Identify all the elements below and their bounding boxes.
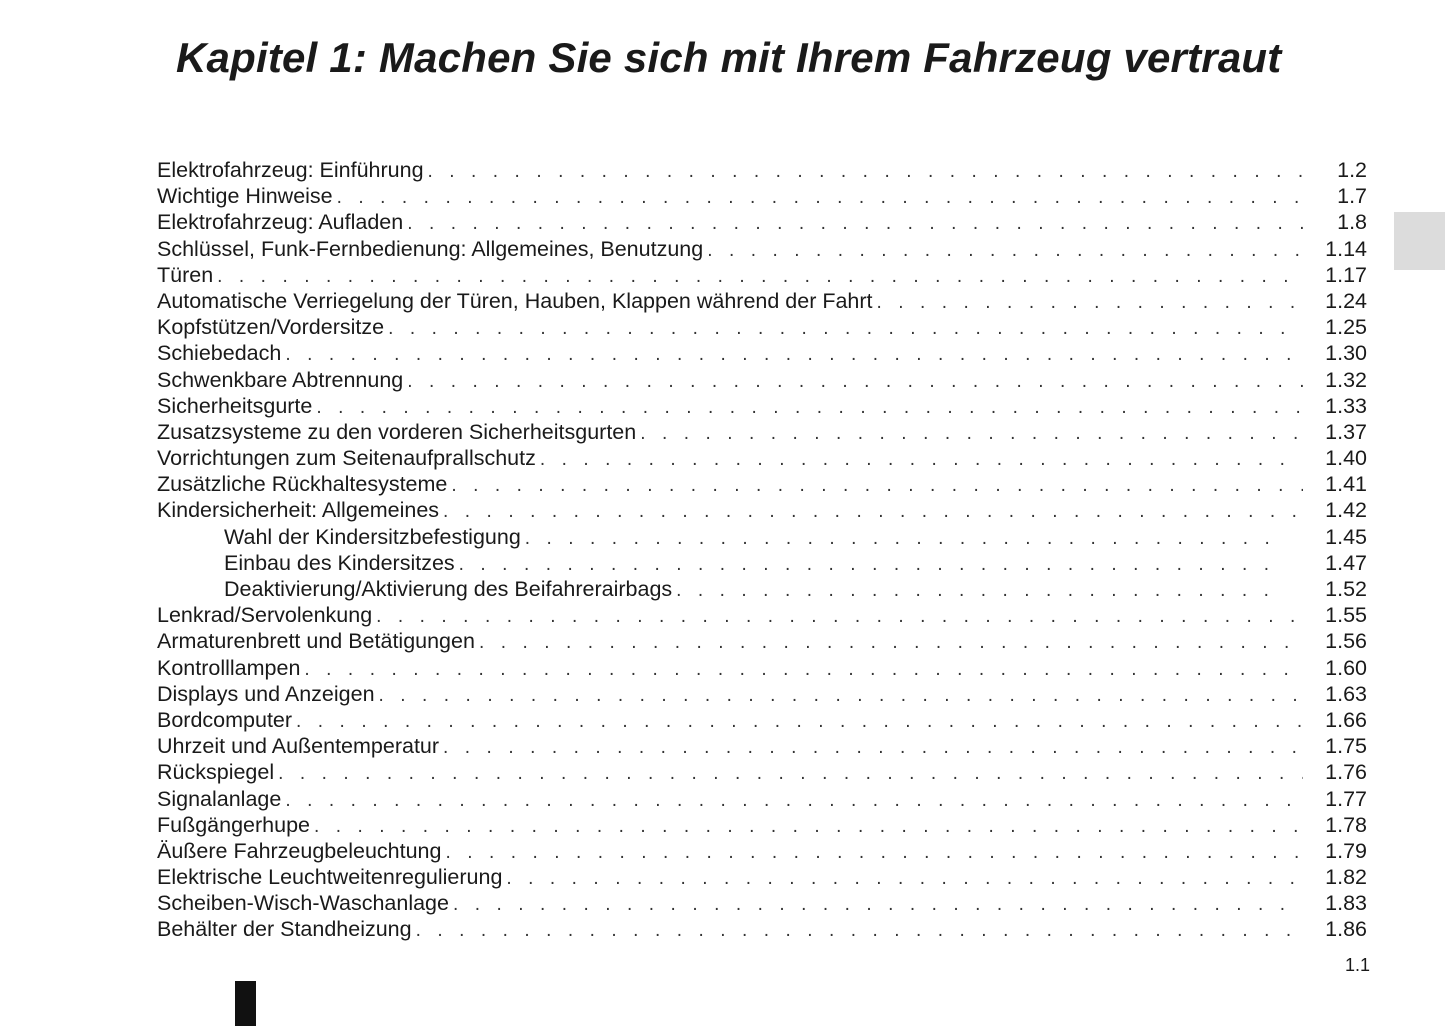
toc-entry-title: Elektrofahrzeug: Aufladen: [157, 210, 404, 235]
toc-entry-page: 1.75: [1325, 734, 1367, 759]
toc-dot-leader: [443, 499, 1303, 525]
toc-entry-page: 1.55: [1325, 603, 1367, 628]
toc-entry[interactable]: [157, 602, 1367, 628]
toc-entry[interactable]: [157, 288, 1367, 314]
toc-entry-title: Kontrolllampen: [157, 655, 301, 680]
toc-entry-title: Fußgängerhupe: [157, 812, 310, 837]
toc-entry-title: Wahl der Kindersitzbefestigung: [224, 524, 521, 549]
toc-entry-page: 1.7: [1337, 184, 1367, 209]
toc-entry-page: 1.14: [1325, 236, 1367, 261]
toc-dot-leader: [337, 185, 1303, 211]
toc-entry-title: Schwenkbare Abtrennung: [157, 367, 404, 392]
toc-entry[interactable]: [157, 628, 1367, 654]
toc-dot-leader: [314, 814, 1303, 840]
toc-entry[interactable]: [157, 890, 1367, 916]
toc-entry[interactable]: [157, 157, 1367, 183]
toc-entry[interactable]: [157, 497, 1367, 523]
toc-entry[interactable]: [157, 707, 1367, 733]
toc-entry-page: 1.40: [1325, 446, 1367, 471]
toc-dot-leader: [388, 316, 1303, 342]
toc-entry-page: 1.63: [1325, 681, 1367, 706]
toc-entry-page: 1.33: [1325, 393, 1367, 418]
toc-entry-title: Äußere Fahrzeugbeleuchtung: [157, 838, 442, 863]
toc-entry-page: 1.47: [1325, 550, 1367, 575]
toc-entry-page: 1.82: [1325, 865, 1367, 890]
toc-entry[interactable]: [157, 393, 1367, 419]
toc-dot-leader: [416, 918, 1303, 944]
toc-entry[interactable]: [157, 236, 1367, 262]
toc-entry-page: 1.41: [1325, 472, 1367, 497]
page-edge-marker: [235, 981, 256, 1026]
toc-dot-leader: [376, 604, 1303, 630]
toc-entry[interactable]: [157, 916, 1367, 942]
toc-dot-leader: [407, 369, 1303, 395]
toc-entry-title: Vorrichtungen zum Seitenaufprallschutz: [157, 446, 536, 471]
toc-dot-leader: [304, 657, 1303, 683]
toc-subentry[interactable]: [157, 550, 1367, 576]
toc-entry-page: 1.56: [1325, 629, 1367, 654]
toc-dot-leader: [479, 630, 1303, 656]
toc-entry[interactable]: [157, 786, 1367, 812]
toc-entry-page: 1.37: [1325, 419, 1367, 444]
toc-dot-leader: [285, 788, 1303, 814]
toc-entry-title: Kindersicherheit: Allgemeines: [157, 498, 440, 523]
toc-entry[interactable]: [157, 209, 1367, 235]
toc-dot-leader: [877, 290, 1303, 316]
toc-dot-leader: [676, 578, 1287, 604]
toc-entry-page: 1.79: [1325, 838, 1367, 863]
toc-entry-title: Armaturenbrett und Betätigungen: [157, 629, 475, 654]
toc-dot-leader: [453, 892, 1303, 918]
page-number: 1.1: [1344, 955, 1370, 975]
toc-dot-leader: [316, 395, 1303, 421]
toc-entry-title: Deaktivierung/Aktivierung des Beifahrerairbags: [224, 577, 673, 601]
toc-entry-title: Elektrofahrzeug: Einführung: [157, 158, 424, 182]
toc-entry-page: 1.60: [1325, 655, 1367, 680]
toc-entry-title: Wichtige Hinweise: [157, 184, 333, 209]
toc-entry-page: 1.45: [1325, 524, 1367, 549]
toc-entry-title: Rückspiegel: [157, 760, 275, 785]
toc-entry-title: Bordcomputer: [157, 707, 293, 732]
toc-entry-page: 1.78: [1325, 812, 1367, 837]
toc-dot-leader: [285, 342, 1303, 368]
toc-dot-leader: [379, 683, 1303, 709]
toc-entry-title: Behälter der Standheizung: [157, 917, 412, 942]
toc-dot-leader: [707, 238, 1303, 264]
toc-entry[interactable]: [157, 262, 1367, 288]
toc-entry[interactable]: [157, 864, 1367, 890]
toc-entry[interactable]: [157, 655, 1367, 681]
toc-entry-title: Einbau des Kindersitzes: [224, 550, 455, 575]
toc-subentry[interactable]: [157, 576, 1367, 602]
toc-entry-page: 1.86: [1325, 917, 1367, 942]
toc-entry-title: Türen: [157, 262, 214, 287]
toc-entry-title: Schlüssel, Funk-Fernbedienung: Allgemeines, Benutzung: [157, 236, 704, 261]
toc-entry[interactable]: [157, 367, 1367, 393]
toc-dot-leader: [428, 159, 1303, 185]
toc-dot-leader: [278, 761, 1303, 787]
toc-dot-leader: [407, 211, 1303, 237]
toc-dot-leader: [640, 421, 1303, 447]
toc-entry-page: 1.77: [1325, 786, 1367, 811]
toc-entry-title: Uhrzeit und Außentemperatur: [157, 734, 440, 759]
toc-entry-page: 1.2: [1337, 158, 1367, 182]
toc-entry-page: 1.8: [1337, 210, 1367, 235]
toc-entry-page: 1.76: [1325, 760, 1367, 785]
toc-entry[interactable]: [157, 681, 1367, 707]
toc-entry[interactable]: [157, 445, 1367, 471]
toc-entry[interactable]: [157, 340, 1367, 366]
toc-dot-leader: [451, 473, 1303, 499]
toc-entry[interactable]: [157, 183, 1367, 209]
toc-dot-leader: [459, 552, 1287, 578]
toc-entry-title: Zusätzliche Rückhaltesysteme: [157, 472, 448, 497]
toc-dot-leader: [525, 526, 1287, 552]
chapter-title: Kapitel 1: Machen Sie sich mit Ihrem Fahrzeug vertraut: [176, 34, 1282, 81]
toc-entry-title: Kopfstützen/Vordersitze: [157, 315, 385, 340]
toc-dot-leader: [540, 447, 1303, 473]
toc-entry-page: 1.30: [1325, 341, 1367, 366]
table-of-contents: [157, 157, 1367, 943]
toc-entry-page: 1.24: [1325, 288, 1367, 313]
toc-dot-leader: [443, 735, 1303, 761]
toc-dot-leader: [445, 840, 1303, 866]
toc-entry-page: 1.17: [1325, 262, 1367, 287]
toc-entry[interactable]: [157, 733, 1367, 759]
toc-entry-title: Lenkrad/Servolenkung: [157, 603, 373, 628]
toc-entry[interactable]: [157, 812, 1367, 838]
toc-entry[interactable]: [157, 838, 1367, 864]
chapter-side-tab: [1394, 212, 1445, 270]
toc-entry-title: Zusatzsysteme zu den vorderen Sicherheitsgurten: [157, 419, 637, 444]
toc-entry-page: 1.83: [1325, 891, 1367, 916]
toc-entry-title: Sicherheitsgurte: [157, 393, 313, 418]
toc-dot-leader: [217, 264, 1303, 290]
toc-entry-title: Automatische Verriegelung der Türen, Hauben, Klappen während der Fahrt: [157, 288, 873, 313]
toc-entry-page: 1.42: [1325, 498, 1367, 523]
toc-entry[interactable]: [157, 471, 1367, 497]
toc-entry-title: Elektrische Leuchtweitenregulierung: [157, 865, 503, 890]
toc-entry-page: 1.25: [1325, 315, 1367, 340]
toc-subentry[interactable]: [157, 524, 1367, 550]
toc-entry-title: Schiebedach: [157, 341, 282, 366]
toc-dot-leader: [506, 866, 1303, 892]
toc-entry-page: 1.66: [1325, 707, 1367, 732]
toc-entry-title: Signalanlage: [157, 786, 282, 811]
toc-dot-leader: [296, 709, 1303, 735]
toc-entry-title: Displays und Anzeigen: [157, 681, 375, 706]
toc-entry[interactable]: [157, 314, 1367, 340]
toc-entry-page: 1.32: [1325, 367, 1367, 392]
toc-entry-page: 1.52: [1325, 577, 1367, 601]
toc-entry-title: Scheiben-Wisch-Waschanlage: [157, 891, 449, 916]
toc-entry[interactable]: [157, 419, 1367, 445]
toc-entry[interactable]: [157, 759, 1367, 785]
